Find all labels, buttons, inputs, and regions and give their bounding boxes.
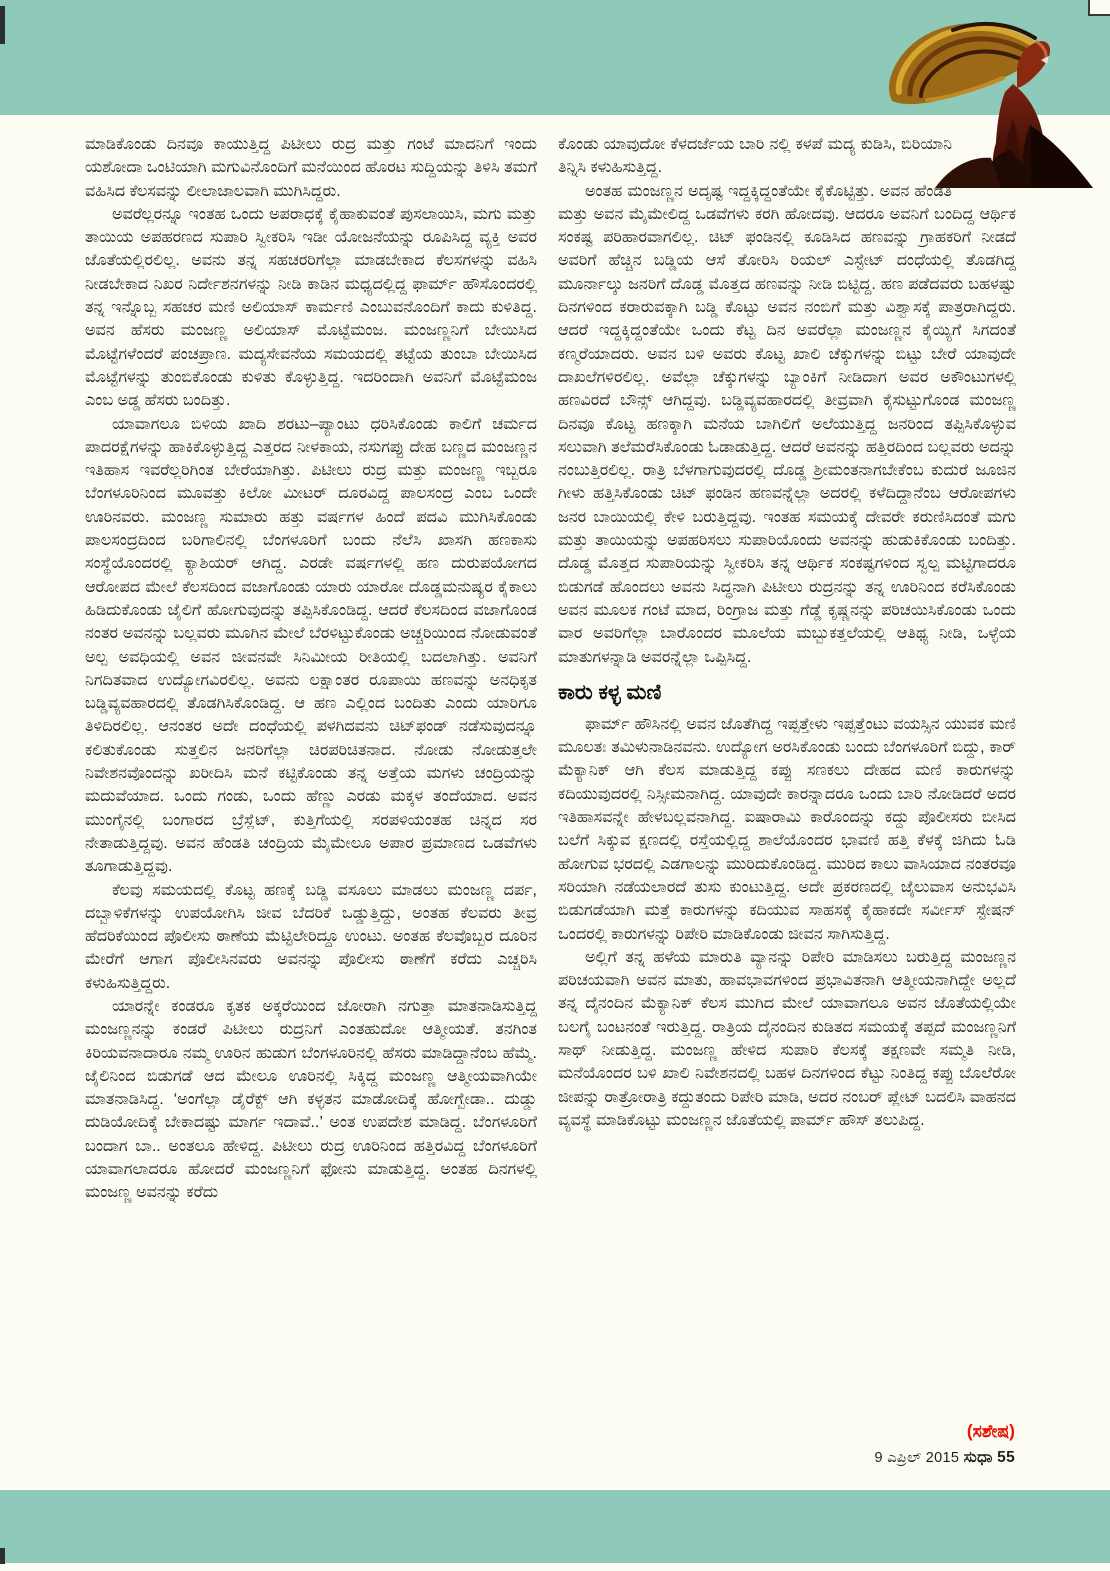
page-footer: [875, 1449, 1016, 1467]
print-artifact-bottom: [0, 1548, 5, 1564]
teal-band-bottom: [0, 1490, 1110, 1563]
paragraph: ಯಾವಾಗಲೂ ಬಿಳಿಯ ಖಾದಿ ಶರಟು–ಪ್ಯಾಂಟು ಧರಿಸಿಕೊಂಡು ಕಾಲಿಗೆ ಚರ್ಮದ ಪಾದರಕ್ಷೆಗಳನ್ನು ಹಾಕಿಕೊಳ್ಳುತ್ತಿದ್ದ ಎತ್ತರದ ನೀಳಕಾಯ, ನಸುಗಪ್ಪು ದೇಹ ಬಣ್ಣದ ಮಂಜಣ್ಣನ ಇತಿಹಾಸ ಇವರೆಲ್ಲರಿಗಿಂತ ಬೇರೆಯಾಗಿತ್ತು. ಪಿಟೀಲು ರುದ್ರ ಮತ್ತು ಮಂಜಣ್ಣ ಇಬ್ಬರೂ ಬೆಂಗಳೂರಿನಿಂದ ಮೂವತ್ತು ಕಿಲೋ ಮೀಟರ್ ದೂರವಿದ್ದ ಪಾಲಸಂದ್ರ ಎಂಬ ಒಂದೇ ಊರಿನವರು. ಮಂಜಣ್ಣ ಸುಮಾರು ಹತ್ತು ವರ್ಷಗಳ ಹಿಂದೆ ಪದವಿ ಮುಗಿಸಿಕೊಂಡು ಪಾಲಸಂದ್ರದಿಂದ ಬರಿಗಾಲಿನಲ್ಲಿ ಬೆಂಗಳೂರಿಗೆ ಬಂದು ನೆಲೆಸಿ ಖಾಸಗಿ ಹಣಕಾಸು ಸಂಸ್ಥೆಯೊಂದರಲ್ಲಿ ಕ್ಯಾಶಿಯರ್ ಆಗಿದ್ದ. ಎರಡೇ ವರ್ಷಗಳಲ್ಲಿ ಹಣ ದುರುಪಯೋಗದ ಆರೋಪದ ಮೇಲೆ ಕೆಲಸದಿಂದ ವಜಾಗೊಂಡು ಯಾರು ಯಾರೋ ದೊಡ್ಡಮನುಷ್ಯರ ಕೈಕಾಲು ಹಿಡಿದುಕೊಂಡು ಜೈಲಿಗೆ ಹೋಗುವುದನ್ನು ತಪ್ಪಿಸಿಕೊಂಡಿದ್ದ. ಆದರೆ ಕೆಲಸದಿಂದ ವಜಾಗೊಂಡ ನಂತರ ಅವನನ್ನು ಬಲ್ಲವರು ಮೂಗಿನ ಮೇಲೆ ಬೆರಳಿಟ್ಟುಕೊಂಡು ಅಚ್ಚರಿಯಿಂದ ನೋಡುವಂತೆ ಅಲ್ಪ ಅವಧಿಯಲ್ಲಿ ಅವನ ಜೀವನವೇ ಸಿನಿಮೀಯ ರೀತಿಯಲ್ಲಿ ಬದಲಾಗಿತ್ತು. ಅವನಿಗೆ ನಿಗದಿತವಾದ ಉದ್ಯೋಗವಿರಲಿಲ್ಲ. ಅವನು ಲಕ್ಷಾಂತರ ರೂಪಾಯಿ ಹಣವನ್ನು ಅನಧಿಕೃತ ಬಡ್ಡಿವ್ಯವಹಾರದಲ್ಲಿ ತೊಡಗಿಸಿಕೊಂಡಿದ್ದ. ಆ ಹಣ ಎಲ್ಲಿಂದ ಬಂದಿತು ಎಂದು ಯಾರಿಗೂ ತಿಳಿದಿರಲಿಲ್ಲ. ಆನಂತರ ಅದೇ ದಂಧೆಯಲ್ಲಿ ಪಳಗಿದವನು ಚಿಟ್‌ಫಂಡ್ ನಡೆಸುವುದನ್ನೂ ಕಲಿತುಕೊಂಡು ಸುತ್ತಲಿನ ಜನರಿಗೆಲ್ಲಾ ಚಿರಪರಿಚಿತನಾದ. ನೋಡು ನೋಡುತ್ತಲೇ ನಿವೇಶನವೊಂದನ್ನು ಖರೀದಿಸಿ ಮನೆ ಕಟ್ಟಿಕೊಂಡು ತನ್ನ ಅತ್ತೆಯ ಮಗಳು ಚಂದ್ರಿಯನ್ನು ಮದುವೆಯಾದ. ಒಂದು ಗಂಡು, ಒಂದು ಹೆಣ್ಣು ಎರಡು ಮಕ್ಕಳ ತಂದೆಯಾದ. ಅವನ ಮುಂಗೈನಲ್ಲಿ ಬಂಗಾರದ ಬ್ರೆಸ್ಲೆಟ್, ಕುತ್ತಿಗೆಯಲ್ಲಿ ಸರಪಳಿಯಂತಹ ಚಿನ್ನದ ಸರ ನೇತಾಡುತ್ತಿದ್ದವು. ಅವನ ಹೆಂಡತಿ ಚಂದ್ರಿಯ ಮೈಮೇಲೂ ಅಪಾರ ಪ್ರಮಾಣದ ಒಡವೆಗಳು ತೂಗಾಡುತ್ತಿದ್ದವು.: [85, 415, 537, 876]
paragraph: ಅಲ್ಲಿಗೆ ತನ್ನ ಹಳೆಯ ಮಾರುತಿ ವ್ಯಾನನ್ನು ರಿಪೇರಿ ಮಾಡಿಸಲು ಬರುತ್ತಿದ್ದ ಮಂಜಣ್ಣನ ಪರಿಚಯವಾಗಿ ಅವನ ಮಾತು, ಹಾವಭಾವಗಳಿಂದ ಪ್ರಭಾವಿತನಾಗಿ ಆತ್ಮೀಯನಾಗಿದ್ದೇ ಅಲ್ಲದೆ ತನ್ನ ದೈನಂದಿನ ಮೆಕ್ಯಾನಿಕ್ ಕೆಲಸ ಮುಗಿದ ಮೇಲೆ ಯಾವಾಗಲೂ ಅವನ ಜೊತೆಯಲ್ಲಿಯೇ ಬಲಗೈ ಬಂಟನಂತೆ ಇರುತ್ತಿದ್ದ. ರಾತ್ರಿಯ ದೈನಂದಿನ ಕುಡಿತದ ಸಮಯಕ್ಕೆ ತಪ್ಪದೆ ಮಂಜಣ್ಣನಿಗೆ ಸಾಥ್ ನೀಡುತ್ತಿದ್ದ. ಮಂಜಣ್ಣ ಹೇಳಿದ ಸುಪಾರಿ ಕೆಲಸಕ್ಕೆ ತಕ್ಷಣವೇ ಸಮ್ಮತಿ ನೀಡಿ, ಮನೆಯೊಂದರ ಬಳಿ ಖಾಲಿ ನಿವೇಶನದಲ್ಲಿ ಬಹಳ ದಿನಗಳಿಂದ ಕೆಟ್ಟು ನಿಂತಿದ್ದ ಕಪ್ಪು ಬೊಲೆರೋ ಜೀಪನ್ನು ರಾತ್ರೋರಾತ್ರಿ ಕದ್ದುತಂದು ರಿಪೇರಿ ಮಾಡಿ, ಅದರ ನಂಬರ್ ಪ್ಲೇಟ್ ಬದಲಿಸಿ ವಾಹನದ ವ್ಯವಸ್ಥೆ ಮಾಡಿಕೊಟ್ಟು ಮಂಜಣ್ಣನ ಜೊತೆಯಲ್ಲಿ ಪಾರ್ಮ್ ಹೌಸ್ ತಲುಪಿದ್ದ.: [558, 948, 1016, 1129]
right-column: [558, 133, 1016, 1433]
section-heading: ಕಾರು ಕಳ್ಳ ಮಣಿ: [558, 680, 662, 704]
paragraph: ಕೆಲವು ಸಮಯದಲ್ಲಿ ಕೊಟ್ಟ ಹಣಕ್ಕೆ ಬಡ್ಡಿ ವಸೂಲು ಮಾಡಲು ಮಂಜಣ್ಣ ದರ್ಪ, ದಬ್ಬಾಳಿಕೆಗಳನ್ನು ಉಪಯೋಗಿಸಿ ಜೀವ ಬೆದರಿಕೆ ಒಡ್ಡುತ್ತಿದ್ದು, ಅಂತಹ ಕೆಲವರು ತೀವ್ರ ಹೆದರಿಕೆಯಿಂದ ಪೊಲೀಸು ಠಾಣೆಯ ಮೆಟ್ಟಿಲೇರಿದ್ದೂ ಉಂಟು. ಅಂತಹ ಕೆಲವೊಬ್ಬರ ದೂರಿನ ಮೇರೆಗೆ ಆಗಾಗ ಪೊಲೀಸಿನವರು ಅವನನ್ನು ಪೊಲೀಸು ಠಾಣೆಗೆ ಕರೆದು ಎಚ್ಚರಿಸಿ ಕಳುಹಿಸುತ್ತಿದ್ದರು.: [85, 881, 537, 992]
illustration-spacer: [952, 133, 1016, 185]
magazine-name: ಸುಧಾ: [963, 1449, 993, 1466]
paragraph: ಅವರೆಲ್ಲರನ್ನೂ ಇಂತಹ ಒಂದು ಅಪರಾಧಕ್ಕೆ ಕೈಹಾಕುವಂತೆ ಪುಸಲಾಯಿಸಿ, ಮಗು ಮತ್ತು ತಾಯಿಯ ಅಪಹರಣದ ಸುಪಾರಿ ಸ್ವೀಕರಿಸಿ ಇಡೀ ಯೋಜನೆಯನ್ನು ರೂಪಿಸಿದ್ದ ವ್ಯಕ್ತಿ ಅವರ ಜೊತೆಯಲ್ಲಿರಲಿಲ್ಲ. ಅವನು ತನ್ನ ಸಹಚರರಿಗೆಲ್ಲಾ ಮಾಡಬೇಕಾದ ಕೆಲಸಗಳನ್ನು ವಹಿಸಿ ನೀಡಬೇಕಾದ ನಿಖರ ನಿರ್ದೇಶನಗಳನ್ನು ನೀಡಿ ಕಾಡಿನ ಮಧ್ಯದಲ್ಲಿದ್ದ ಫಾರ್ಮ್ ಹೌಸೊಂದರಲ್ಲಿ ತನ್ನ ಇನ್ನೊಬ್ಬ ಸಹಚರ ಮಣಿ ಅಲಿಯಾಸ್ ಕಾರ್ಮಣಿ ಎಂಬುವನೊಂದಿಗೆ ಕಾದು ಕುಳಿತಿದ್ದ. ಅವನ ಹೆಸರು ಮಂಜಣ್ಣ ಅಲಿಯಾಸ್ ಮೊಟ್ಟೆಮಂಜ. ಮಂಜಣ್ಣನಿಗೆ ಬೇಯಿಸಿದ ಮೊಟ್ಟೆಗಳೆಂದರೆ ಪಂಚಪ್ರಾಣ. ಮದ್ಯಸೇವನೆಯ ಸಮಯದಲ್ಲಿ ತಟ್ಟೆಯ ತುಂಬಾ ಬೇಯಿಸಿದ ಮೊಟ್ಟೆಗಳನ್ನು ತುಂಬಿಕೊಂಡು ಕುಳಿತು ಕೊಳ್ಳುತ್ತಿದ್ದ. ಇದರಿಂದಾಗಿ ಅವನಿಗೆ ಮೊಟ್ಟೆಮಂಜ ಎಂಬ ಅಡ್ಡ ಹೆಸರು ಬಂದಿತ್ತು.: [85, 205, 537, 410]
left-column: [85, 133, 537, 1448]
footer-date: 9 ಎಪ್ರಿಲ್ 2015: [874, 1450, 960, 1466]
paragraph: ಫಾರ್ಮ್ ಹೌಸಿನಲ್ಲಿ ಅವನ ಜೊತೆಗಿದ್ದ ಇಪ್ಪತ್ತೇಳು ಇಪ್ಪತ್ತೆಂಟು ವಯಸ್ಸಿನ ಯುವಕ ಮಣಿ ಮೂಲತಃ ತಮಿಳುನಾಡಿನವನು. ಉದ್ಯೋಗ ಅರಸಿಕೊಂಡು ಬಂದು ಬೆಂಗಳೂರಿಗೆ ಬಿದ್ದು, ಕಾರ್ ಮೆಕ್ಯಾನಿಕ್ ಆಗಿ ಕೆಲಸ ಮಾಡುತ್ತಿದ್ದ ಕಪ್ಪು ಸಣಕಲು ದೇಹದ ಮಣಿ ಕಾರುಗಳನ್ನು ಕದಿಯುವುದರಲ್ಲಿ ನಿಸ್ಸೀಮನಾಗಿದ್ದ. ಯಾವುದೇ ಕಾರನ್ನಾದರೂ ಒಂದು ಬಾರಿ ನೋಡಿದರೆ ಅದರ ಇತಿಹಾಸವನ್ನೇ ಹೇಳಬಲ್ಲವನಾಗಿದ್ದ. ಐಷಾರಾಮಿ ಕಾರೊಂದನ್ನು ಕದ್ದು ಪೊಲೀಸರು ಬೀಸಿದ ಬಲೆಗೆ ಸಿಕ್ಕುವ ಕ್ಷಣದಲ್ಲಿ ರಸ್ತೆಯಲ್ಲಿದ್ದ ಶಾಲೆಯೊಂದರ ಭಾವಣಿ ಹತ್ತಿ ಕೆಳಕ್ಕೆ ಜಿಗಿದು ಓಡಿ ಹೋಗುವ ಭರದಲ್ಲಿ ಎಡಗಾಲನ್ನು ಮುರಿದುಕೊಂಡಿದ್ದ. ಮುರಿದ ಕಾಲು ವಾಸಿಯಾದ ನಂತರವೂ ಸರಿಯಾಗಿ ನಡೆಯಲಾರದೆ ತುಸು ಕುಂಟುತ್ತಿದ್ದ. ಅದೇ ಪ್ರಕರಣದಲ್ಲಿ ಜೈಲುವಾಸ ಅನುಭವಿಸಿ ಬಿಡುಗಡೆಯಾಗಿ ಮತ್ತೆ ಕಾರುಗಳನ್ನು ಕದಿಯುವ ಸಾಹಸಕ್ಕೆ ಕೈಹಾಕದೇ ಸರ್ವೀಸ್ ಸ್ಟೇಷನ್ ಒಂದರಲ್ಲಿ ಕಾರುಗಳನ್ನು ರಿಪೇರಿ ಮಾಡಿಕೊಂಡು ಜೀವನ ಸಾಗಿಸುತ್ತಿದ್ದ.: [558, 715, 1016, 943]
paragraph: ಮಾಡಿಕೊಂಡು ದಿನವೂ ಕಾಯುತ್ತಿದ್ದ ಪಿಟೀಲು ರುದ್ರ ಮತ್ತು ಗಂಟೆ ಮಾದನಿಗೆ ಇಂದು ಯಶೋದಾ ಒಂಟಿಯಾಗಿ ಮಗುವಿನೊಂದಿಗೆ ಮನೆಯಿಂದ ಹೊರಟ ಸುದ್ದಿಯನ್ನು ತಿಳಿಸಿ ತಮಗೆ ವಹಿಸಿದ ಕೆಲಸವನ್ನು ಲೀಲಾಜಾಲವಾಗಿ ಮುಗಿಸಿದ್ದರು.: [85, 136, 537, 200]
continuation-mark: (ಸಶೇಷ): [966, 1421, 1015, 1441]
paragraph: ಕೊಂಡು ಯಾವುದೋ ಕೆಳದರ್ಜೆಯ ಬಾರಿ ನಲ್ಲಿ ಕಳಪೆ ಮದ್ಯ ಕುಡಿಸಿ, ಬಿರಿಯಾನಿ ತಿನ್ನಿಸಿ ಕಳುಹಿಸುತ್ತಿದ್ದ.: [558, 136, 952, 177]
paragraph: ಯಾರನ್ನೇ ಕಂಡರೂ ಕೃತಕ ಅಕ್ಕರೆಯಿಂದ ಜೋರಾಗಿ ನಗುತ್ತಾ ಮಾತನಾಡಿಸುತ್ತಿದ್ದ ಮಂಜಣ್ಣನನ್ನು ಕಂಡರೆ ಪಿಟೀಲು ರುದ್ರನಿಗೆ ಎಂತಹುದೋ ಆತ್ಮೀಯತೆ. ತನಗಿಂತ ಕಿರಿಯವನಾದಾರೂ ನಮ್ಮ ಊರಿನ ಹುಡುಗ ಬೆಂಗಳೂರಿನಲ್ಲಿ ಹೆಸರು ಮಾಡಿದ್ದಾನೆಂಬ ಹೆಮ್ಮೆ. ಜೈಲಿನಿಂದ ಬಿಡುಗಡೆ ಆದ ಮೇಲೂ ಊರಿನಲ್ಲಿ ಸಿಕ್ಕಿದ್ದ ಮಂಜಣ್ಣ ಆತ್ಮೀಯವಾಗಿಯೇ ಮಾತನಾಡಿಸಿದ್ದ. ‘ಅಂಗೆಲ್ಲಾ ಡೈರೆಕ್ಟ್ ಆಗಿ ಕಳ್ಳತನ ಮಾಡೋದಿಕ್ಕೆ ಹೋಗ್ಬೇಡಾ.. ದುಡ್ಡು ದುಡಿಯೋದಿಕ್ಕೆ ಬೇಕಾದಷ್ಟು ಮಾರ್ಗ ಇದಾವೆ..’ ಅಂತ ಉಪದೇಶ ಮಾಡಿದ್ದ. ಬೆಂಗಳೂರಿಗೆ ಬಂದಾಗ ಬಾ.. ಅಂತಲೂ ಹೇಳಿದ್ದ. ಪಿಟೀಲು ರುದ್ರ ಊರಿನಿಂದ ಹತ್ತಿರವಿದ್ದ ಬೆಂಗಳೂರಿಗೆ ಯಾವಾಗಲಾದರೂ ಹೋದರೆ ಮಂಜಣ್ಣನಿಗೆ ಫೋನು ಮಾಡುತ್ತಿದ್ದ. ಅಂತಹ ದಿನಗಳಲ್ಲಿ ಮಂಜಣ್ಣ ಅವನನ್ನು ಕರೆದು: [85, 997, 537, 1202]
page-number: 55: [997, 1449, 1015, 1466]
shoulder-right: [1031, 126, 1093, 188]
print-artifact-top: [0, 6, 5, 44]
paragraph: ಅಂತಹ ಮಂಜಣ್ಣನ ಅದೃಷ್ಟ ಇದ್ದಕ್ಕಿದ್ದಂತೆಯೇ ಕೈಕೊಟ್ಟಿತ್ತು. ಅವನ ಹೆಂಡತಿ ಮತ್ತು ಅವನ ಮೈಮೇಲಿದ್ದ ಒಡವೆಗಳು ಕರಗಿ ಹೋದವು. ಆದರೂ ಅವನಿಗೆ ಬಂದಿದ್ದ ಆರ್ಥಿಕ ಸಂಕಷ್ಟ ಪರಿಹಾರವಾಗಲಿಲ್ಲ. ಚಿಟ್ ಫಂಡಿನಲ್ಲಿ ಕೂಡಿಸಿದ ಹಣವನ್ನು ಗ್ರಾಹಕರಿಗೆ ನೀಡದೆ ಅವರಿಗೆ ಹೆಚ್ಚಿನ ಬಡ್ಡಿಯ ಆಸೆ ತೋರಿಸಿ ರಿಯಲ್ ಎಸ್ಟೇಟ್ ದಂಧೆಯಲ್ಲಿ ತೊಡಗಿದ್ದ ಮೂರ್ನಾಲ್ಕು ಜನರಿಗೆ ದೊಡ್ಡ ಮೊತ್ತದ ಹಣವನ್ನು ನೀಡಿ ಬಿಟ್ಟಿದ್ದ. ಹಣ ಪಡೆದವರು ಬಹಳಷ್ಟು ದಿನಗಳಿಂದ ಕರಾರುವಕ್ಕಾಗಿ ಬಡ್ಡಿ ಕೊಟ್ಟು ಅವನ ನಂಬಿಗೆ ಮತ್ತು ವಿಶ್ವಾಸಕ್ಕೆ ಪಾತ್ರರಾಗಿದ್ದರು. ಆದರೆ ಇದ್ದಕ್ಕಿದ್ದಂತೆಯೇ ಒಂದು ಕೆಟ್ಟ ದಿನ ಅವರೆಲ್ಲಾ ಮಂಜಣ್ಣನ ಕೈಯ್ಯಿಗೆ ಸಿಗದಂತೆ ಕಣ್ಮರೆಯಾದರು. ಅವನ ಬಳಿ ಅವರು ಕೊಟ್ಟ ಖಾಲಿ ಚೆಕ್ಕುಗಳನ್ನು ಬಿಟ್ಟು ಬೇರೆ ಯಾವುದೇ ದಾಖಲೆಗಳಿರಲಿಲ್ಲ. ಅವೆಲ್ಲಾ ಚೆಕ್ಕುಗಳನ್ನು ಬ್ಯಾಂಕಿಗೆ ನೀಡಿದಾಗ ಅವರ ಅಕೌಂಟುಗಳಲ್ಲಿ ಹಣವಿರದೆ ಬೌನ್ಸ್ ಆಗಿದ್ದವು. ಬಡ್ಡಿವ್ಯವಹಾರದಲ್ಲಿ ತೀವ್ರವಾಗಿ ಕೈಸುಟ್ಟುಗೊಂಡ ಮಂಜಣ್ಣ ದಿನವೂ ಕೊಟ್ಟ ಹಣಕ್ಕಾಗಿ ಮನೆಯ ಬಾಗಿಲಿಗೆ ಅಲೆಯುತ್ತಿದ್ದ ಜನರಿಂದ ತಪ್ಪಿಸಿಕೊಳ್ಳುವ ಸಲುವಾಗಿ ತಲೆಮರೆಸಿಕೊಂಡು ಓಡಾಡುತ್ತಿದ್ದ. ಆದರೆ ಅವನನ್ನು ಹತ್ತಿರದಿಂದ ಬಲ್ಲವರು ಅದನ್ನು ನಂಬುತ್ತಿರಲಿಲ್ಲ. ರಾತ್ರಿ ಬೆಳಗಾಗುವುದರಲ್ಲಿ ದೊಡ್ಡ ಶ್ರೀಮಂತನಾಗಬೇಕೆಂಬ ಕುದುರೆ ಜೂಜಿನ ಗೀಳು ಹತ್ತಿಸಿಕೊಂಡು ಚಿಟ್ ಫಂಡಿನ ಹಣವನ್ನೆಲ್ಲಾ ಅದರಲ್ಲಿ ಕಳೆದಿದ್ದಾನೆಂಬ ಆರೋಪಗಳು ಜನರ ಬಾಯಿಯಲ್ಲಿ ಕೇಳಿ ಬರುತ್ತಿದ್ದವು. ಇಂತಹ ಸಮಯಕ್ಕೆ ದೇವರೇ ಕರುಣಿಸಿದಂತೆ ಮಗು ಮತ್ತು ತಾಯಿಯನ್ನು ಅಪಹರಿಸಲು ಸುಪಾರಿಯೊಂದು ಅವನನ್ನು ಹುಡುಕಿಕೊಂಡು ಬಂದಿತ್ತು. ದೊಡ್ಡ ಮೊತ್ತದ ಸುಪಾರಿಯನ್ನು ಸ್ವೀಕರಿಸಿ ತನ್ನ ಆರ್ಥಿಕ ಸಂಕಷ್ಟಗಳಿಂದ ಸ್ವಲ್ಪ ಮಟ್ಟಿಗಾದರೂ ಬಿಡುಗಡೆ ಹೊಂದಲು ಅವನು ಸಿದ್ಧನಾಗಿ ಪಿಟೀಲು ರುದ್ರನನ್ನು ತನ್ನ ಊರಿನಿಂದ ಕರೆಸಿಕೊಂಡು ಅವನ ಮೂಲಕ ಗಂಟೆ ಮಾದ, ರಿಂಗ್ರಾಜ ಮತ್ತು ಗೆಡ್ಡೆ ಕೃಷ್ಣನನ್ನು ಪರಿಚಯಿಸಿಕೊಂಡು ಒಂದು ವಾರ ಅವರಿಗೆಲ್ಲಾ ಬಾರೊಂದರ ಮೂಲೆಯ ಮಬ್ಬುಕತ್ತಲೆಯಲ್ಲಿ ಆತಿಥ್ಯ ನೀಡಿ, ಒಳ್ಳೆಯ ಮಾತುಗಳನ್ನಾಡಿ ಅವರನ್ನೆಲ್ಲಾ ಒಪ್ಪಿಸಿದ್ದ.: [558, 182, 1016, 666]
